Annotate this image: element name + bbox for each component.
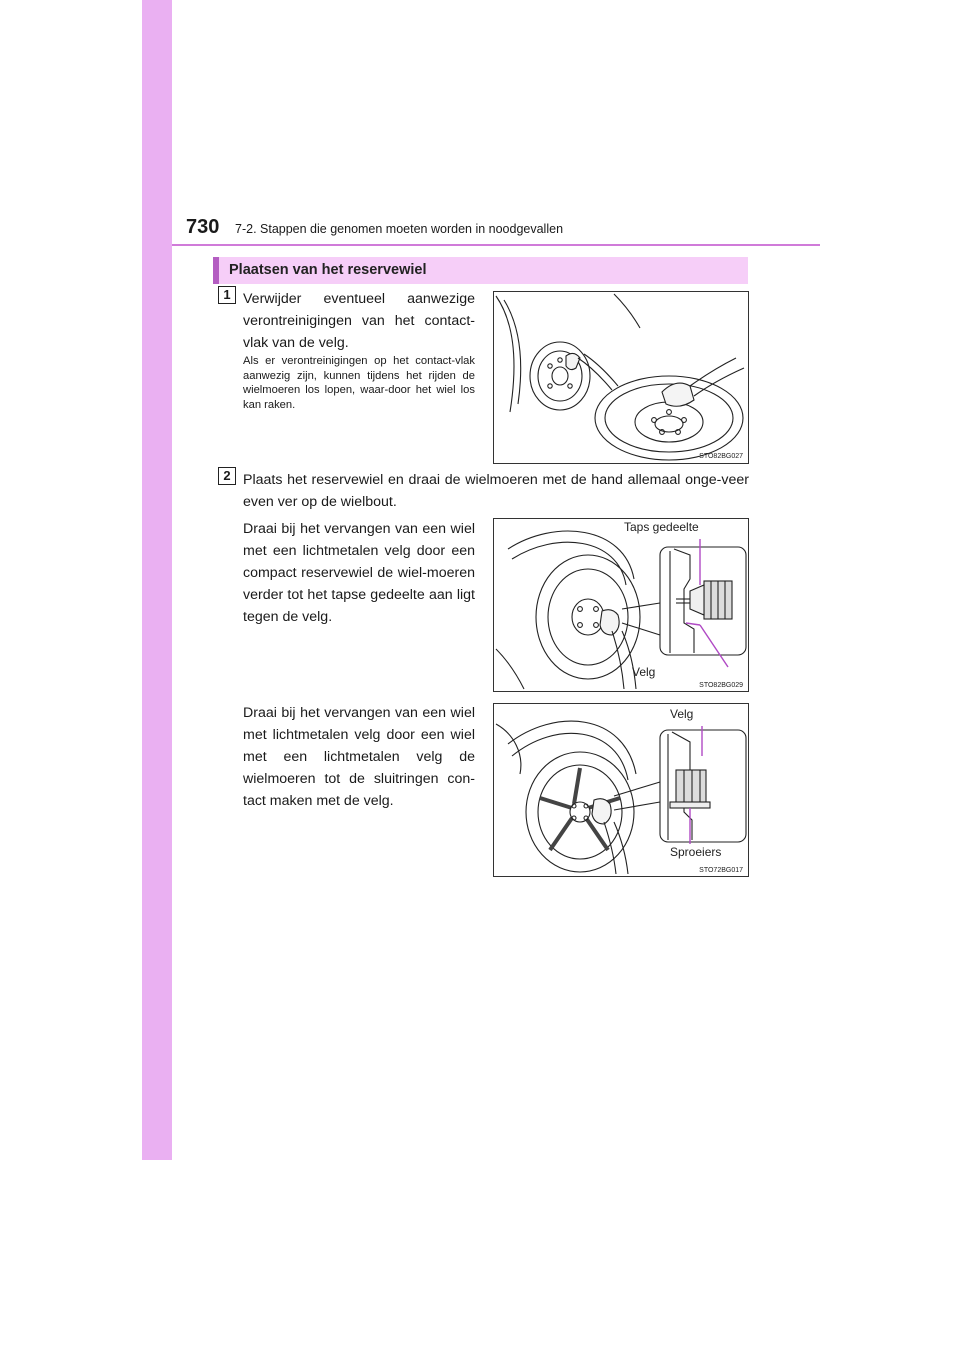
chapter-title: 7-2. Stappen die genomen moeten worden in noodgevallen [235, 222, 564, 236]
step-2-paragraph-1: Draai bij het vervangen van een wiel met een lichtmetalen velg door een compact reservewiel de wiel-moeren verder tot het tapse gedeelte aan ligt tegen de velg. [243, 521, 475, 625]
callout-taps-gedeelte: Taps gedeelte [624, 520, 699, 534]
step-2-text: Plaats het reservewiel en draai de wielmoeren met de hand allemaal onge-veer even ver op de wielbout. [243, 472, 749, 510]
section-heading-text: Plaatsen van het reservewiel [229, 262, 427, 278]
callout-sproeiers: Sproeiers [670, 845, 722, 859]
illustration-tapered-nut [494, 519, 748, 691]
page-number: 730 [186, 216, 220, 238]
illustration-clean-hub [494, 292, 748, 463]
step-2-paragraph-2: Draai bij het vervangen van een wiel met lichtmetalen velg door een wiel met een lichtmetalen velg de wielmoeren tot de sluitringen con-tact maken met de velg. [243, 705, 475, 809]
figure-washer-nut [493, 703, 749, 877]
section-heading [213, 257, 748, 284]
step-number-2: 2 [218, 467, 236, 485]
step-1-text: Verwijder eventueel aanwezige verontreinigingen van het contact-vlak van de velg. [243, 291, 475, 351]
callout-velg-1: Velg [632, 665, 656, 679]
figure-clean-hub [493, 291, 749, 464]
illustration-washer-nut [494, 704, 748, 876]
step-1-note: Als er verontreinigingen op het contact-vlak aanwezig zijn, kunnen tijdens het rijden de wielmoeren los lopen, waar-door het wiel los kan raken. [243, 355, 475, 411]
step-number-1: 1 [218, 286, 236, 304]
figure-tapered-nut [493, 518, 749, 692]
figure-id-3: STO72BG017 [699, 867, 743, 874]
figure-id-2: STO82BG029 [699, 682, 743, 689]
chapter-side-band [142, 0, 172, 1160]
header-rule [172, 244, 820, 246]
figure-id-1: STO82BG027 [699, 453, 743, 460]
callout-velg-2: Velg [670, 707, 694, 721]
